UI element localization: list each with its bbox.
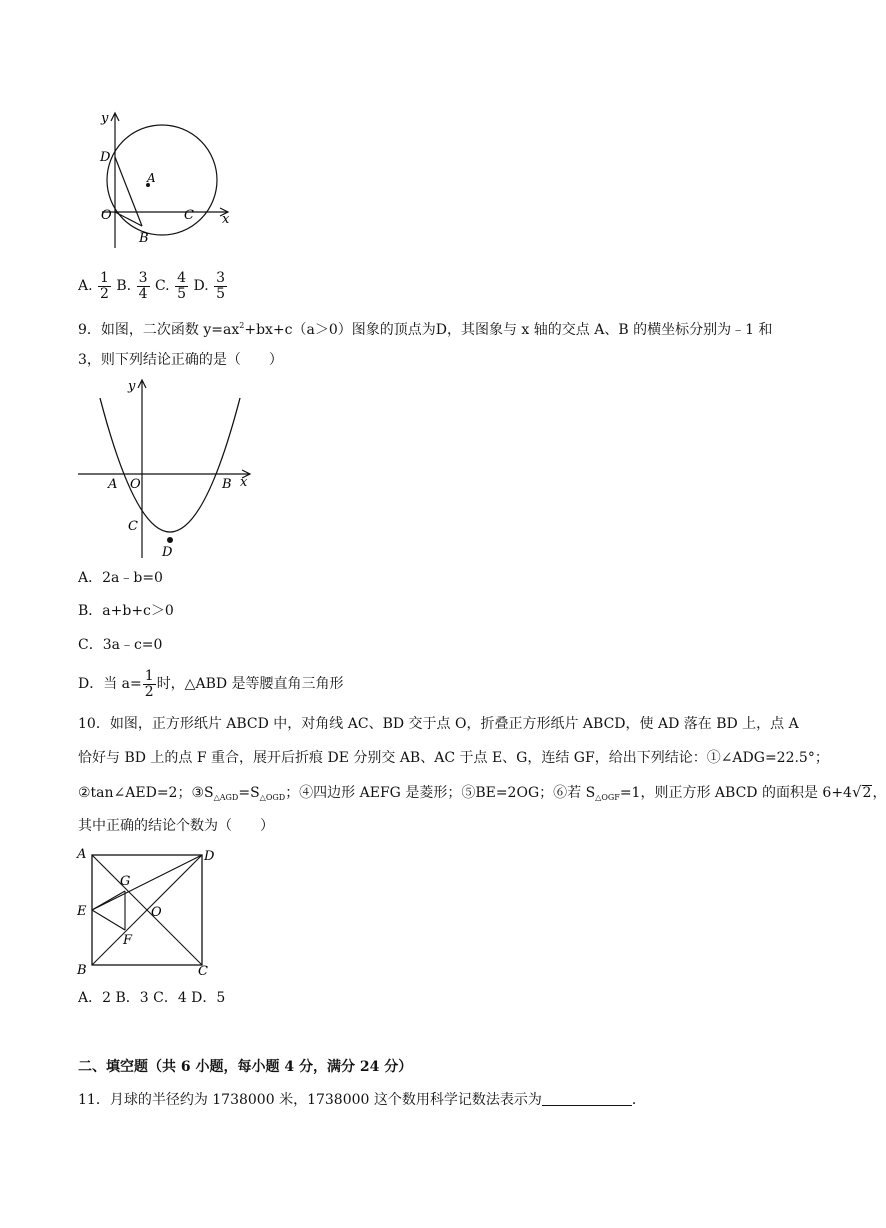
q9-option-d-fraction	[143, 669, 156, 700]
q10-square-figure	[74, 844, 220, 980]
q8-label-O: O	[101, 208, 112, 223]
q8-label-y: y	[101, 111, 109, 126]
q8-option-c-num: 4	[177, 269, 187, 286]
q10-sub-ogd: △OGD	[259, 793, 286, 802]
q8-option-d-fraction	[214, 271, 227, 302]
q10-sub-ogf: △OGF	[595, 793, 620, 802]
q9-label-A: A	[108, 477, 118, 492]
q10-stem-line3	[78, 782, 886, 808]
q9-parabola-figure	[76, 374, 256, 560]
q10-label-A: A	[77, 847, 87, 862]
q9-label-O: O	[130, 477, 141, 492]
q10-stem-line2: 恰好与 BD 上的点 F 重合，展开后折痕 DE 分别交 AB、AC 于点 E、G，连结 GF，给出下列结论：①∠ADG=22.5°；	[78, 750, 829, 766]
q10-options: A．2 B．3 C．4 D．5	[78, 990, 226, 1006]
q9-label-D: D	[162, 545, 173, 560]
q11-text: 11．月球的半径约为 1738000 米，1738000 这个数用科学记数法表示为	[78, 1092, 542, 1108]
q9-stem-line1	[78, 316, 772, 340]
q8-label-A: A	[147, 171, 156, 185]
q10-line3-part2: =S	[238, 785, 260, 801]
section2-heading: 二、填空题（共 6 小题，每小题 4 分，满分 24 分）	[78, 1059, 413, 1075]
q11-end-punct: ．	[631, 1092, 646, 1108]
q10-stem-line4: 其中正确的结论个数为（ ）	[78, 818, 274, 834]
q10-label-E: E	[77, 904, 87, 919]
q8-circle-figure	[100, 108, 235, 250]
q9-option-b: B．a+b+c＞0	[78, 603, 174, 619]
sqrt-icon: √	[851, 783, 862, 801]
q9-option-c: C．3a﹣c=0	[78, 637, 163, 653]
q8-option-c-prefix: C.	[154, 278, 170, 294]
q10-line3-part1: ②tan∠AED=2；③S	[78, 785, 214, 801]
q8-option-c-den: 5	[177, 285, 187, 302]
q8-option-d-den: 5	[216, 285, 226, 302]
q8-option-a-den: 2	[100, 285, 109, 302]
q9-option-d	[78, 666, 344, 702]
q9-label-B: B	[222, 477, 232, 492]
q9-stem-part1: 9．如图，二次函数 y=ax	[78, 322, 240, 338]
q10-line3-part4: =1，则正方形 ABCD 的面积是 6+4	[619, 785, 852, 801]
q9-option-d-den: 2	[144, 683, 154, 700]
q9-exponent: 2	[239, 321, 245, 330]
q8-option-b-fraction	[137, 271, 150, 302]
q8-option-b-prefix: B.	[116, 278, 132, 294]
q10-label-G: G	[120, 874, 131, 889]
q8-option-b-num: 3	[138, 269, 148, 286]
q9-label-x: x	[240, 475, 248, 490]
q8-label-x: x	[222, 212, 230, 227]
q9-option-d-post: 时，△ABD 是等腰直角三角形	[156, 676, 344, 692]
q9-label-C: C	[128, 519, 138, 534]
q10-label-C: C	[198, 964, 208, 979]
q11-answer-blank[interactable]	[542, 1091, 632, 1106]
q11-stem	[78, 1090, 646, 1110]
q9-stem-line2: 3，则下列结论正确的是（ ）	[78, 352, 283, 368]
q10-label-O: O	[151, 905, 162, 920]
q8-option-a-num: 1	[100, 269, 109, 286]
q10-line3-part5: ，	[872, 785, 886, 801]
q8-label-D: D	[100, 150, 111, 165]
q8-option-d-prefix: D.	[193, 278, 209, 294]
q10-sub-agd: △AGD	[213, 793, 239, 802]
q10-line3-part3: ；④四边形 AEFG 是菱形；⑤BE=2OG；⑥若 S	[285, 785, 596, 801]
q9-label-y: y	[128, 379, 136, 394]
q8-option-d-num: 3	[216, 269, 226, 286]
q10-label-B: B	[77, 963, 87, 978]
q10-sqrt-radicand: 2	[862, 785, 872, 801]
q9-option-d-pre: D．当 a=	[78, 676, 142, 692]
q10-label-F: F	[123, 933, 133, 948]
q8-option-a-fraction	[98, 271, 111, 302]
q8-options	[78, 268, 228, 304]
q10-stem-line1: 10．如图，正方形纸片 ABCD 中，对角线 AC、BD 交于点 O，折叠正方形纸片 ABCD，使 AD 落在 BD 上，点 A	[78, 716, 799, 732]
q9-stem-part2: +bx+c（a＞0）图象的顶点为D，其图象与 x 轴的交点 A、B 的横坐标分别为﹣1 和	[244, 322, 773, 338]
q8-label-B: B	[139, 231, 149, 246]
q8-option-a-prefix: A.	[78, 278, 93, 294]
q8-option-c-fraction	[175, 271, 188, 302]
q9-option-d-num: 1	[144, 667, 154, 684]
q9-option-a: A．2a﹣b=0	[78, 570, 163, 586]
q10-label-D: D	[204, 849, 215, 864]
q8-option-b-den: 4	[138, 285, 148, 302]
q8-label-C: C	[184, 208, 194, 223]
